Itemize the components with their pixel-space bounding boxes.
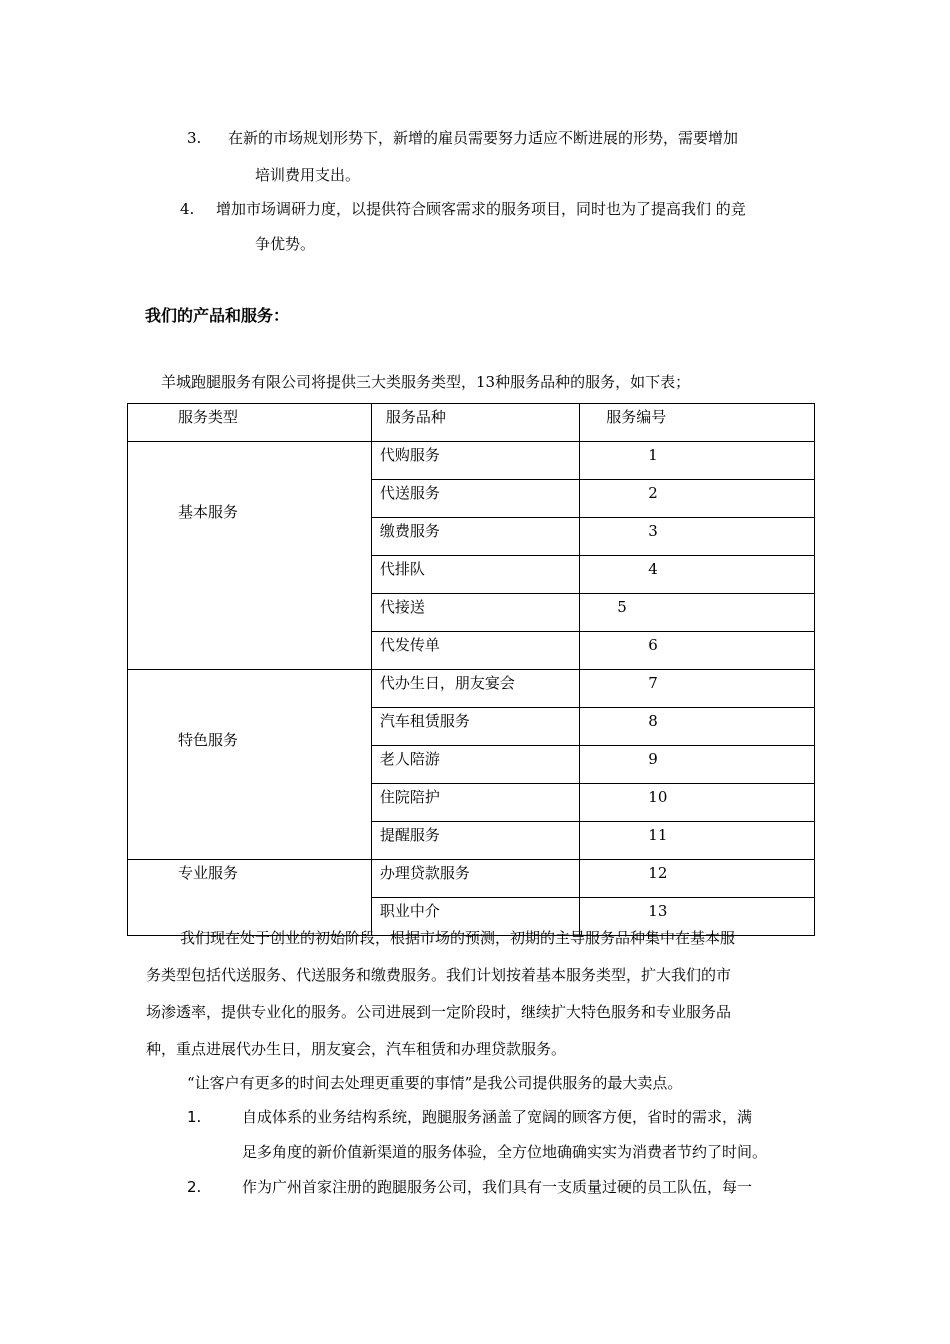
item-cell: 缴费服务	[371, 518, 579, 556]
code-cell: 9	[580, 746, 815, 784]
code-cell: 5	[580, 594, 815, 632]
services-table	[127, 403, 815, 936]
list-text-line: 作为广州首家注册的跑腿服务公司，我们具有一支质量过硬的员工队伍，每一	[242, 1178, 753, 1196]
code-cell: 3	[580, 518, 815, 556]
paragraph-line: 种，重点进展代办生日，朋友宴会，汽车租赁和办理贷款服务。	[146, 1040, 567, 1058]
table-row	[128, 670, 815, 708]
item-cell: 代购服务	[371, 442, 579, 480]
paragraph-line: 我们现在处于创业的初始阶段，根据市场的预测，初期的主导服务品种集中在基本服	[180, 929, 736, 947]
header-service-code: 服务编号	[580, 404, 815, 442]
list-text-line: 增加市场调研力度，以提供符合顾客需求的服务项目，同时也为了提高我们 的竞	[216, 200, 746, 218]
list-text-line: 自成体系的业务结构系统，跑腿服务涵盖了宽阔的顾客方便，省时的需求，满	[242, 1108, 753, 1126]
category-cell: 特色服务	[128, 670, 372, 860]
item-cell: 代发传单	[371, 632, 579, 670]
list-text-line: 培训费用支出。	[255, 166, 361, 184]
category-cell: 基本服务	[128, 442, 372, 670]
code-cell: 1	[580, 442, 815, 480]
list-number: 2.	[187, 1178, 202, 1196]
item-cell: 住院陪护	[371, 784, 579, 822]
list-number: 1.	[187, 1108, 202, 1126]
paragraph-line: 场渗透率，提供专业化的服务。公司进展到一定阶段时，继续扩大特色服务和专业服务品	[146, 1003, 732, 1021]
header-service-item: 服务品种	[371, 404, 579, 442]
table-row	[128, 860, 815, 898]
code-cell: 12	[580, 860, 815, 898]
item-cell: 代办生日，朋友宴会	[371, 670, 579, 708]
table-header-row	[128, 404, 815, 442]
intro-text: 羊城跑腿服务有限公司将提供三大类服务类型，13种服务品种的服务，如下表；	[161, 373, 691, 391]
item-cell: 代接送	[371, 594, 579, 632]
slogan-text: “让客户有更多的时间去处理更重要的事情”是我公司提供服务的最大卖点。	[187, 1074, 683, 1092]
item-cell: 职业中介	[371, 898, 579, 936]
code-cell: 4	[580, 556, 815, 594]
item-cell: 代排队	[371, 556, 579, 594]
list-number: 3.	[187, 129, 202, 147]
list-number: 4.	[180, 200, 195, 218]
item-cell: 老人陪游	[371, 746, 579, 784]
code-cell: 2	[580, 480, 815, 518]
list-text-line: 足多角度的新价值新渠道的服务体验，全方位地确确实实为消费者节约了时间。	[242, 1143, 768, 1161]
code-cell: 8	[580, 708, 815, 746]
item-cell: 汽车租赁服务	[371, 708, 579, 746]
code-cell: 7	[580, 670, 815, 708]
code-cell: 11	[580, 822, 815, 860]
section-heading: 我们的产品和服务：	[145, 306, 290, 325]
list-text-line: 在新的市场规划形势下，新增的雇员需要努力适应不断进展的形势，需要增加	[228, 129, 739, 147]
header-service-type: 服务类型	[128, 404, 372, 442]
code-cell: 10	[580, 784, 815, 822]
paragraph-line: 务类型包括代送服务、代送服务和缴费服务。我们计划按着基本服务类型，扩大我们的市	[146, 966, 732, 984]
item-cell: 代送服务	[371, 480, 579, 518]
item-cell: 办理贷款服务	[371, 860, 579, 898]
code-cell: 6	[580, 632, 815, 670]
item-cell: 提醒服务	[371, 822, 579, 860]
category-cell: 专业服务	[128, 860, 372, 936]
list-text-line: 争优势。	[255, 235, 316, 253]
table-row	[128, 442, 815, 480]
code-cell: 13	[580, 898, 815, 936]
